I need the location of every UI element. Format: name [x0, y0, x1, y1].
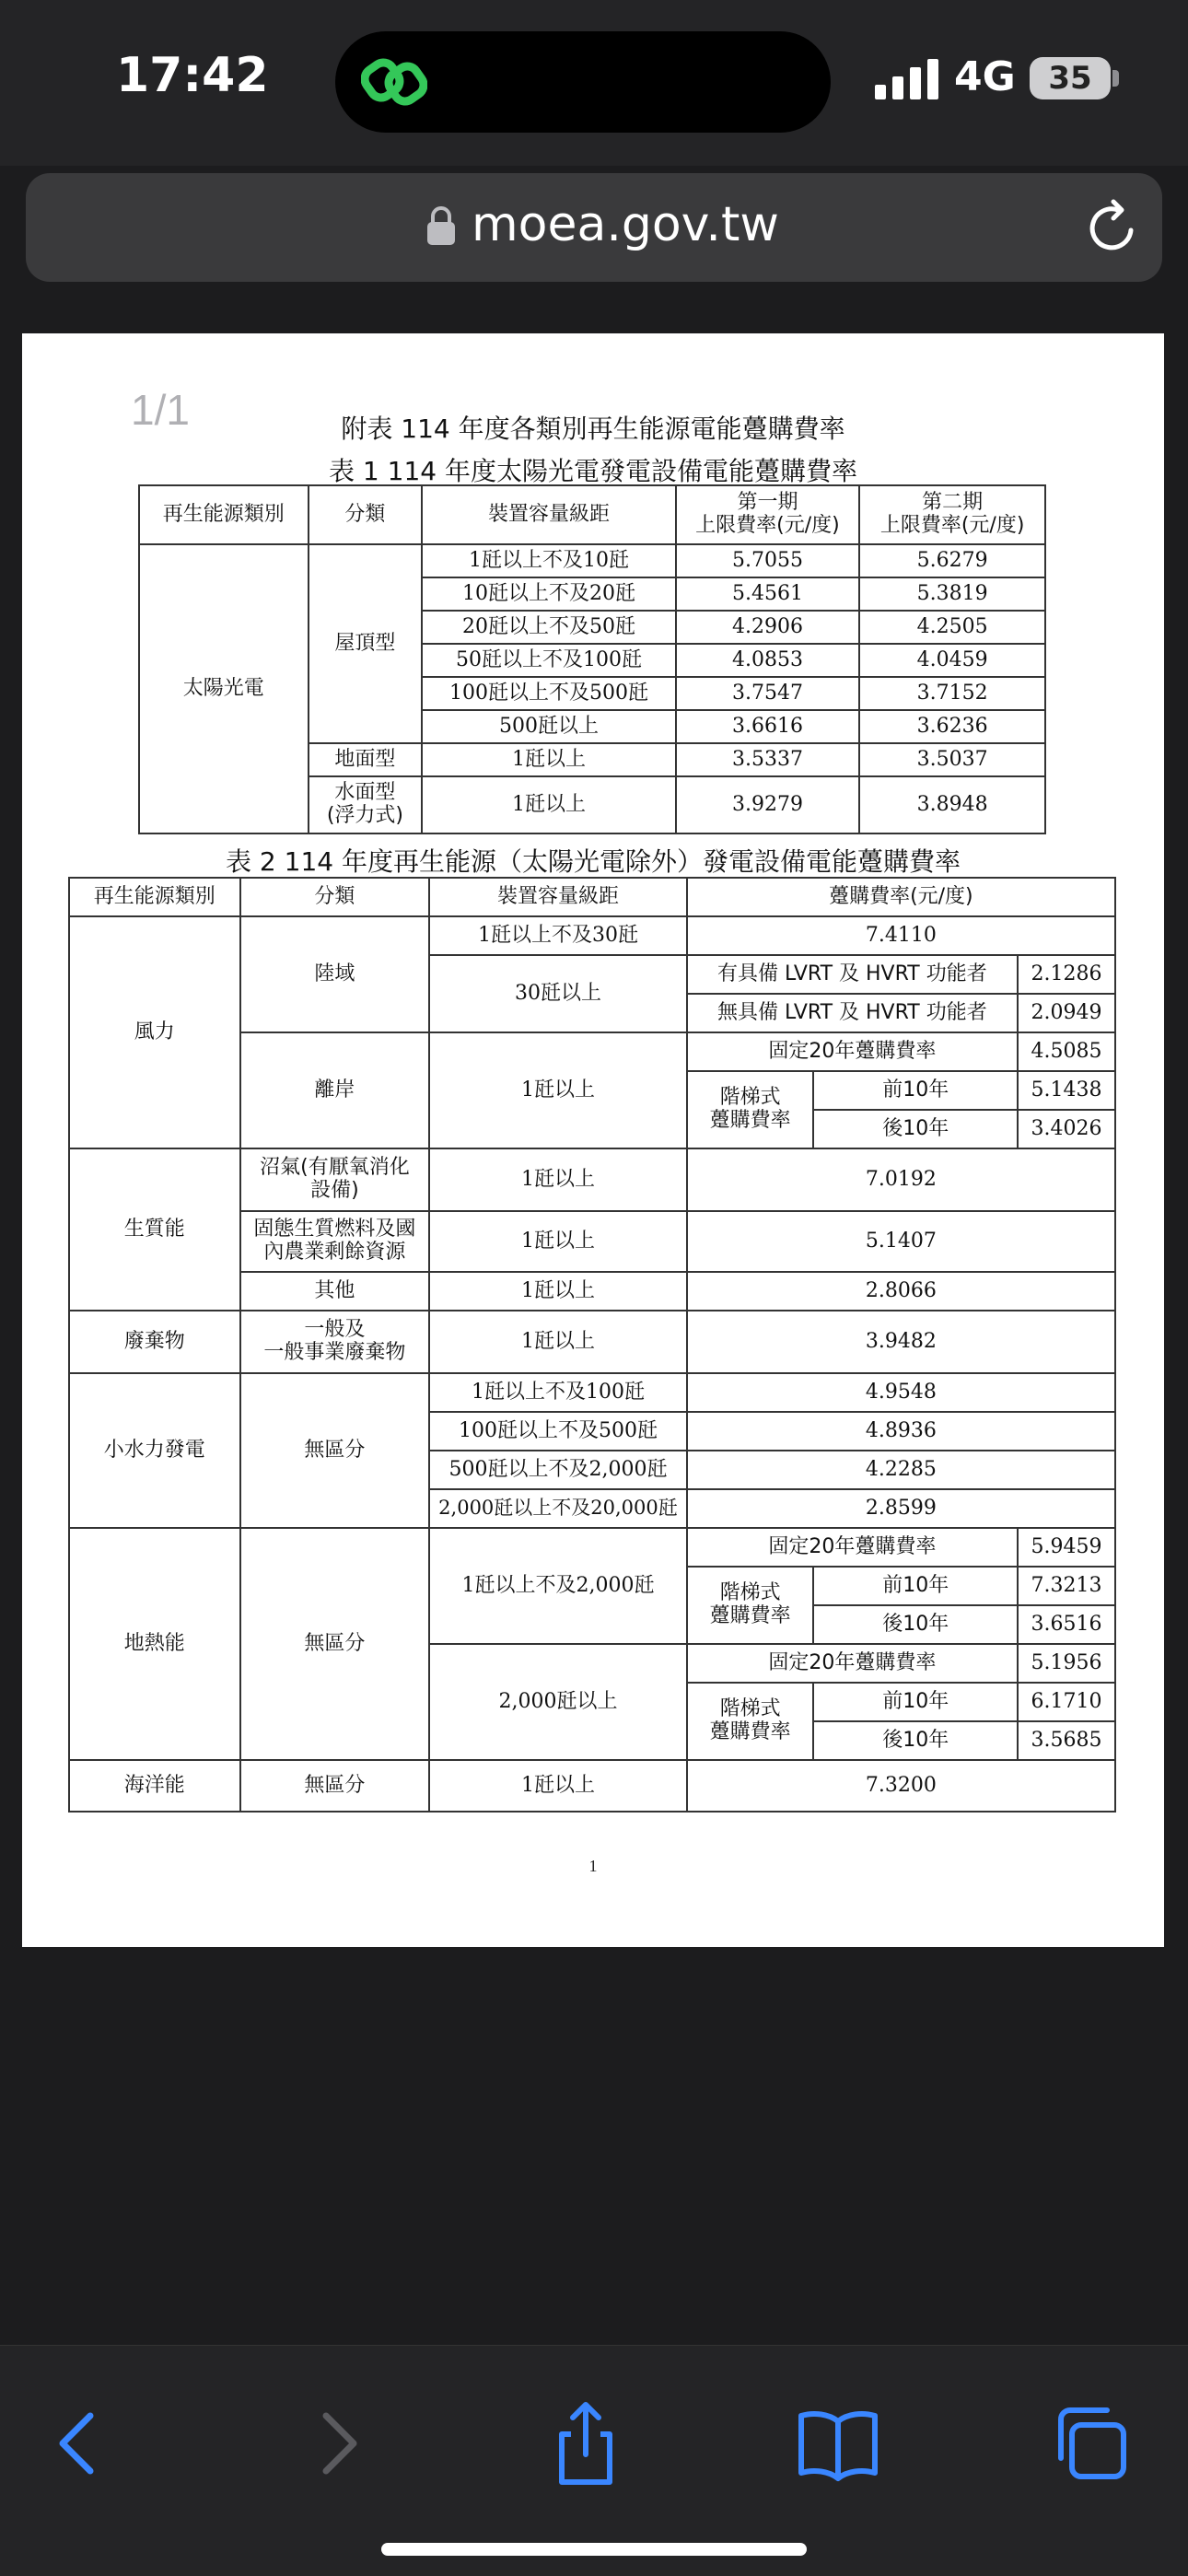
t2-ocean: 海洋能: [69, 1760, 240, 1812]
t2-rate: 7.0192: [687, 1148, 1115, 1211]
t1-p1: 3.6616: [676, 710, 860, 743]
share-icon[interactable]: [540, 2397, 632, 2489]
t1-header-category: 再生能源類別: [139, 485, 309, 544]
t1-range: 10瓩以上不及20瓩: [422, 577, 675, 611]
t2-solid-biomass: 固態生質燃料及國 內農業剩餘資源: [240, 1211, 430, 1272]
browser-toolbar: [0, 2345, 1188, 2576]
t1-category-solar: 太陽光電: [139, 544, 309, 833]
t2-tiered: 階梯式 躉購費率: [687, 1567, 814, 1644]
t2-header-rate: 躉購費率(元/度): [687, 878, 1115, 916]
t2-hydro-class: 無區分: [240, 1373, 430, 1528]
t2-range: 1瓩以上不及2,000瓩: [429, 1528, 687, 1644]
t2-range: 500瓩以上不及2,000瓩: [429, 1451, 687, 1489]
battery-icon: 35: [1030, 57, 1111, 99]
home-indicator[interactable]: [381, 2543, 807, 2556]
t1-p2: 5.6279: [859, 544, 1045, 577]
network-type: 4G: [954, 53, 1016, 100]
t1-p2: 4.2505: [859, 611, 1045, 644]
t2-rate: 7.3200: [687, 1760, 1115, 1812]
t2-range: 2,000瓩以上不及20,000瓩: [429, 1489, 687, 1528]
t2-range: 1瓩以上: [429, 1211, 687, 1272]
t2-last10: 後10年: [813, 1110, 1018, 1148]
t1-range: 500瓩以上: [422, 710, 675, 743]
t1-range: 1瓩以上不及10瓩: [422, 544, 675, 577]
t2-range: 1瓩以上不及100瓩: [429, 1373, 687, 1412]
t2-range: 1瓩以上: [429, 1760, 687, 1812]
link-app-icon: [361, 52, 427, 112]
t1-range: 50瓩以上不及100瓩: [422, 644, 675, 677]
tabs-icon[interactable]: [1044, 2397, 1136, 2489]
t2-range: 1瓩以上: [429, 1148, 687, 1211]
t2-lvrt-yes: 有具備 LVRT 及 HVRT 功能者: [687, 955, 1018, 994]
t1-range: 1瓩以上: [422, 776, 675, 833]
t2-rate: 3.6516: [1018, 1605, 1115, 1644]
t1-p1: 4.2906: [676, 611, 860, 644]
t2-rate: 2.0949: [1018, 994, 1115, 1032]
t1-class-roof: 屋頂型: [309, 544, 423, 743]
t1-p2: 3.8948: [859, 776, 1045, 833]
t2-rate: 4.2285: [687, 1451, 1115, 1489]
t1-range: 20瓩以上不及50瓩: [422, 611, 675, 644]
table1-title: 表 1 114 年度太陽光電發電設備電能躉購費率: [329, 456, 857, 486]
t2-rate: 2.8066: [687, 1272, 1115, 1311]
t2-rate: 7.3213: [1018, 1567, 1115, 1605]
t1-p2: 4.0459: [859, 644, 1045, 677]
t2-rate: 6.1710: [1018, 1683, 1115, 1721]
t1-p2: 3.6236: [859, 710, 1045, 743]
t1-class-water: 水面型 (浮力式): [309, 776, 423, 833]
t2-geothermal: 地熱能: [69, 1528, 240, 1760]
t2-rate: 2.8599: [687, 1489, 1115, 1528]
table2-title: 表 2 114 年度再生能源（太陽光電除外）發電設備電能躉購費率: [226, 846, 961, 877]
table1: [138, 484, 1046, 834]
dynamic-island: [335, 31, 831, 133]
t2-biomass: 生質能: [69, 1148, 240, 1311]
t2-first10: 前10年: [813, 1567, 1018, 1605]
t1-p1: 5.4561: [676, 577, 860, 611]
t1-header-period1: 第一期 上限費率(元/度): [676, 485, 860, 544]
t1-p2: 5.3819: [859, 577, 1045, 611]
t2-ocean-class: 無區分: [240, 1760, 430, 1812]
t2-tiered: 階梯式 躉購費率: [687, 1683, 814, 1760]
address-bar[interactable]: [26, 173, 1162, 282]
t2-geothermal-class: 無區分: [240, 1528, 430, 1760]
pdf-page: [22, 333, 1164, 1947]
t2-range: 30瓩以上: [429, 955, 687, 1032]
t1-range: 100瓩以上不及500瓩: [422, 677, 675, 710]
t2-tiered: 階梯式 躉購費率: [687, 1071, 814, 1148]
t2-wind-offshore: 離岸: [240, 1032, 430, 1148]
t1-p1: 3.5337: [676, 743, 860, 776]
t2-rate: 3.9482: [687, 1311, 1115, 1373]
forward-icon[interactable]: [291, 2397, 383, 2489]
t1-header-class: 分類: [309, 485, 423, 544]
t1-p2: 3.7152: [859, 677, 1045, 710]
t2-first10: 前10年: [813, 1071, 1018, 1110]
t1-p2: 3.5037: [859, 743, 1045, 776]
url-text[interactable]: moea.gov.tw: [472, 197, 779, 252]
t2-fixed-rate: 固定20年躉購費率: [687, 1032, 1018, 1071]
t2-range: 100瓩以上不及500瓩: [429, 1412, 687, 1451]
status-bar: [0, 0, 1188, 166]
t2-rate: 5.1407: [687, 1211, 1115, 1272]
t2-range: 1瓩以上: [429, 1311, 687, 1373]
page-indicator: 1/1: [131, 386, 190, 434]
t2-general-waste: 一般及 一般事業廢棄物: [240, 1311, 430, 1373]
t2-biogas: 沼氣(有厭氧消化 設備): [240, 1148, 430, 1211]
signal-icon: [875, 59, 939, 99]
t2-range: 1瓩以上不及30瓩: [429, 916, 687, 955]
t2-biomass-other: 其他: [240, 1272, 430, 1311]
t2-first10: 前10年: [813, 1683, 1018, 1721]
t2-rate: 3.5685: [1018, 1721, 1115, 1760]
t2-rate: 4.9548: [687, 1373, 1115, 1412]
clock: 17:42: [116, 48, 269, 103]
back-icon[interactable]: [33, 2397, 125, 2489]
bookmarks-icon[interactable]: [792, 2397, 884, 2489]
page-footer-number: 1: [588, 1857, 598, 1875]
t2-rate: 3.4026: [1018, 1110, 1115, 1148]
t2-rate: 4.8936: [687, 1412, 1115, 1451]
t2-hydro: 小水力發電: [69, 1373, 240, 1528]
lock-icon: [425, 204, 457, 247]
t2-last10: 後10年: [813, 1721, 1018, 1760]
t2-wind-land: 陸域: [240, 916, 430, 1032]
t2-header-category: 再生能源類別: [69, 878, 240, 916]
t2-range: 1瓩以上: [429, 1032, 687, 1148]
t1-header-range: 裝置容量級距: [422, 485, 675, 544]
t2-rate: 2.1286: [1018, 955, 1115, 994]
t1-p1: 3.9279: [676, 776, 860, 833]
t2-fixed-rate: 固定20年躉購費率: [687, 1644, 1018, 1683]
t2-rate: 5.1956: [1018, 1644, 1115, 1683]
t2-header-class: 分類: [240, 878, 430, 916]
t1-p1: 4.0853: [676, 644, 860, 677]
t2-rate: 5.9459: [1018, 1528, 1115, 1567]
t2-waste: 廢棄物: [69, 1311, 240, 1373]
t2-rate: 5.1438: [1018, 1071, 1115, 1110]
battery-tip: [1112, 70, 1119, 87]
reload-icon[interactable]: [1083, 197, 1144, 258]
document-title: 附表 114 年度各類別再生能源電能躉購費率: [341, 414, 845, 444]
t2-lvrt-no: 無具備 LVRT 及 HVRT 功能者: [687, 994, 1018, 1032]
t1-p1: 5.7055: [676, 544, 860, 577]
t1-header-period2: 第二期 上限費率(元/度): [859, 485, 1045, 544]
t2-last10: 後10年: [813, 1605, 1018, 1644]
t1-range: 1瓩以上: [422, 743, 675, 776]
t2-wind: 風力: [69, 916, 240, 1148]
table2: [68, 877, 1116, 1813]
t2-fixed-rate: 固定20年躉購費率: [687, 1528, 1018, 1567]
t1-class-ground: 地面型: [309, 743, 423, 776]
t2-rate: 7.4110: [687, 916, 1115, 955]
t2-rate: 4.5085: [1018, 1032, 1115, 1071]
t2-range: 1瓩以上: [429, 1272, 687, 1311]
t1-p1: 3.7547: [676, 677, 860, 710]
t2-header-range: 裝置容量級距: [429, 878, 687, 916]
t2-range: 2,000瓩以上: [429, 1644, 687, 1760]
